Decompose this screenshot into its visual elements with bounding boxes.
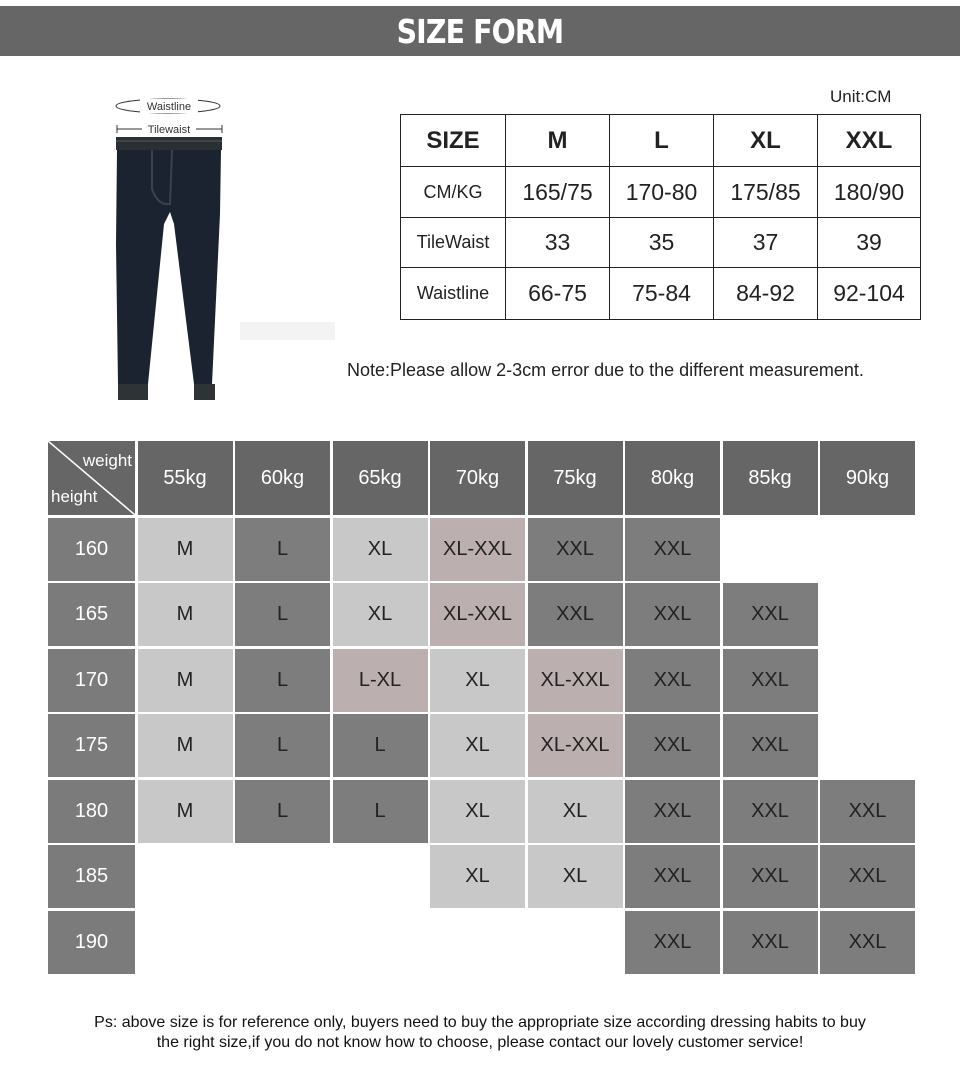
table-cell: 165/75 [506, 167, 610, 218]
size-cell: XXL [820, 845, 915, 908]
table-cell: 35 [610, 218, 714, 268]
table-cell: 39 [818, 218, 921, 268]
waistline-label: Waistline [146, 101, 192, 113]
size-cell: XL [528, 845, 623, 908]
size-cell: XXL [625, 649, 720, 712]
height-header: 160 [48, 518, 135, 581]
height-header: 165 [48, 583, 135, 646]
title-banner [0, 6, 960, 56]
size-cell: L [235, 518, 330, 581]
size-table-header-row [401, 115, 921, 167]
size-cell: XL [430, 780, 525, 843]
size-header-m: M [506, 115, 610, 167]
size-cell [235, 845, 330, 908]
weight-header: 90kg [820, 441, 915, 515]
height-header: 180 [48, 780, 135, 843]
unit-label: Unit:CM [830, 87, 892, 106]
size-table-row [401, 167, 921, 218]
size-cell: XXL [625, 518, 720, 581]
table-cell: 33 [506, 218, 610, 268]
product-illustration [100, 94, 340, 414]
size-cell: XXL [820, 780, 915, 843]
weight-header: 80kg [625, 441, 720, 515]
size-cell: XL [430, 714, 525, 777]
size-cell: XL [333, 583, 428, 646]
size-cell [138, 911, 233, 974]
size-cell: XXL [723, 780, 818, 843]
footer-note [0, 1013, 960, 1053]
size-header-label: SIZE [401, 115, 506, 167]
size-cell: L [333, 780, 428, 843]
size-cell: XXL [625, 714, 720, 777]
size-cell: XL [333, 518, 428, 581]
weight-header: 65kg [333, 441, 428, 515]
size-cell: L [235, 649, 330, 712]
weight-header: 75kg [528, 441, 623, 515]
size-cell: L-XL [333, 649, 428, 712]
size-cell: L [235, 714, 330, 777]
row-label: CM/KG [401, 167, 506, 218]
size-cell: XL [430, 845, 525, 908]
weight-header: 70kg [430, 441, 525, 515]
tilewaist-label: Tilewaist [147, 124, 191, 136]
size-header-l: L [610, 115, 714, 167]
table-cell: 66-75 [506, 268, 610, 320]
size-cell [820, 583, 915, 646]
size-cell: XL-XXL [528, 714, 623, 777]
height-header: 190 [48, 911, 135, 974]
size-cell: M [138, 518, 233, 581]
size-cell: M [138, 714, 233, 777]
long-johns-pants-image [100, 94, 340, 414]
size-cell: XXL [528, 518, 623, 581]
size-cell: XL [528, 780, 623, 843]
size-cell: L [235, 780, 330, 843]
size-cell: XL [430, 649, 525, 712]
corner-weight-label: weight [82, 451, 132, 470]
size-cell: L [333, 714, 428, 777]
size-table-row [401, 268, 921, 320]
measurement-note: Note:Please allow 2-3cm error due to the different measurement. [347, 360, 864, 380]
size-cell [235, 911, 330, 974]
size-cell [528, 911, 623, 974]
size-cell: XXL [625, 845, 720, 908]
height-header: 175 [48, 714, 135, 777]
size-chart-grid [48, 441, 912, 977]
size-cell: M [138, 583, 233, 646]
weight-header: 85kg [723, 441, 818, 515]
size-table [400, 114, 921, 320]
size-cell: XXL [625, 911, 720, 974]
size-cell [333, 911, 428, 974]
table-cell: 84-92 [714, 268, 818, 320]
table-cell: 175/85 [714, 167, 818, 218]
size-cell: XL-XXL [528, 649, 623, 712]
size-cell: XXL [625, 780, 720, 843]
row-label: Waistline [401, 268, 506, 320]
corner-header [48, 441, 135, 515]
size-header-xxl: XXL [818, 115, 921, 167]
size-cell [333, 845, 428, 908]
size-cell [820, 518, 915, 581]
table-cell: 170-80 [610, 167, 714, 218]
size-cell [430, 911, 525, 974]
size-cell: XXL [723, 911, 818, 974]
table-cell: 37 [714, 218, 818, 268]
size-table-row [401, 218, 921, 268]
table-cell: 75-84 [610, 268, 714, 320]
size-cell: XXL [820, 911, 915, 974]
size-cell: XXL [528, 583, 623, 646]
weight-header: 55kg [138, 441, 233, 515]
page-title: SIZE FORM [396, 11, 564, 51]
size-cell [820, 714, 915, 777]
corner-height-label: height [51, 487, 98, 506]
size-cell [723, 518, 818, 581]
table-cell: 92-104 [818, 268, 921, 320]
size-cell: XL-XXL [430, 518, 525, 581]
size-cell: XXL [625, 583, 720, 646]
size-header-xl: XL [714, 115, 818, 167]
row-label: TileWaist [401, 218, 506, 268]
footer-line-2: the right size,if you do not know how to choose, please contact our lovely customer service! [156, 1034, 804, 1051]
size-cell: XXL [723, 714, 818, 777]
size-cell: XL-XXL [430, 583, 525, 646]
size-cell [138, 845, 233, 908]
size-cell: L [235, 583, 330, 646]
footer-line-1: Ps: above size is for reference only, buyers need to buy the appropriate size according dressing habits to buy [94, 1014, 866, 1031]
size-cell: XXL [723, 845, 818, 908]
size-cell: XXL [723, 649, 818, 712]
size-cell [820, 649, 915, 712]
height-header: 170 [48, 649, 135, 712]
size-cell: M [138, 649, 233, 712]
weight-header: 60kg [235, 441, 330, 515]
size-cell: M [138, 780, 233, 843]
height-header: 185 [48, 845, 135, 908]
table-cell: 180/90 [818, 167, 921, 218]
size-cell: XXL [723, 583, 818, 646]
